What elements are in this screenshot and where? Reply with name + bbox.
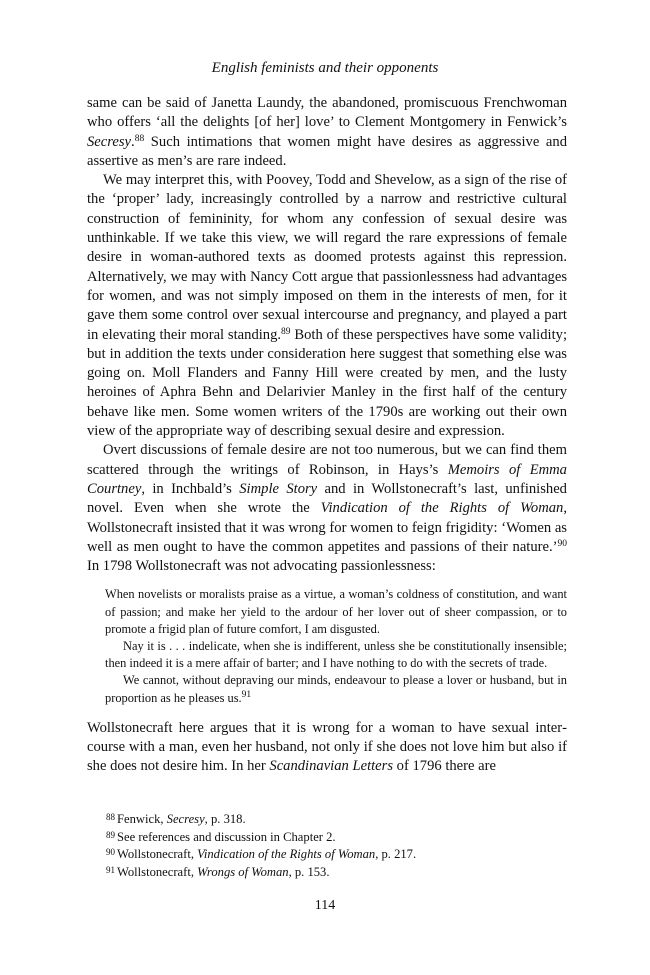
text-run: , p. 153. bbox=[288, 864, 330, 879]
text-run: Fenwick, bbox=[117, 812, 167, 826]
footnote-number: 88 bbox=[106, 812, 115, 822]
footnote-89 bbox=[106, 828, 566, 846]
paragraph-2 bbox=[87, 171, 567, 441]
footnote-ref-88: 88 bbox=[134, 133, 145, 144]
italic-title: Wrongs of Woman bbox=[197, 864, 289, 879]
quote-paragraph-2: Nay it is . . . indelicate, when she is indifferent, unless she be constitutionally insensible; then indeed it is a mere affair of barter; and I have nothing to do with the secrets of trade. bbox=[105, 639, 567, 671]
text-run: and in Wollstonecraft’s last, unfinished novel. Even when she wrote the bbox=[87, 480, 567, 517]
paragraph-3 bbox=[87, 441, 567, 576]
body-text bbox=[87, 94, 567, 777]
italic-title: Scandinavian Letters bbox=[269, 758, 394, 775]
footnote-90 bbox=[106, 845, 566, 863]
page-number: 114 bbox=[314, 898, 336, 913]
italic-title: Secresy bbox=[87, 133, 132, 150]
footnote-91 bbox=[106, 863, 566, 881]
footnote-number: 89 bbox=[106, 829, 115, 840]
text-run: Wollstonecraft, bbox=[117, 847, 198, 862]
text-run: We may interpret this, with Poovey, Todd and Shevelow, as a sign of the rise of the ‘proper’ lady, increasingly controlled by a narrow and restrictive cultural construction of femininity, for whom any confession of sexual desire was unthinkable. If we take this view, we will regard the rare expressions of female desire in woman-authored texts as doomed protests against this repression. Alternatively, we may with Nancy Cott argue that passionlessness had advantages for women, and was not simply imposed on them in the interests of men, for it gave them some control over sexual intercourse and pregnancy, and played a part in elevating their moral standing. bbox=[87, 172, 567, 343]
text-run: See references and discussion in Chapter 2. bbox=[117, 829, 336, 844]
italic-title: Vindication of the Rights of Woman bbox=[320, 500, 564, 517]
text-run: Wollstonecraft here argues that it is wrong for a woman to have sexual intercourse with a man, even her husband, not only if she does not love him but also if she does not desire him. In her bbox=[87, 719, 567, 775]
text-run: Wollstonecraft, bbox=[117, 864, 198, 879]
paragraph-1 bbox=[87, 94, 567, 171]
text-run: same can be said of Janetta Laundy, the abandoned, promiscuous Frenchwoman who offers ‘all the delights [of her] love’ to Clement Montgomery in Fenwick’s bbox=[87, 95, 567, 131]
text-run: , p. 217. bbox=[375, 847, 417, 862]
text-run: . bbox=[131, 133, 135, 150]
italic-title: Simple Story bbox=[239, 480, 318, 497]
footnote-number: 91 bbox=[106, 864, 115, 875]
closing-paragraph bbox=[87, 719, 567, 777]
quote-text-3: We cannot, without depraving our minds, endeavour to please a lover or husband, but in proportion as he pleases us. bbox=[105, 673, 567, 705]
text-run: Such intimations that women might have desires as aggressive and assertive as men’s are rare indeed. bbox=[87, 133, 567, 169]
text-run: , Wollstonecraft insisted that it was wrong for women to feign frigidity: ‘Women as well as men ought to have the common appetites and passions of their nature.’ bbox=[87, 500, 567, 555]
footnote-number: 90 bbox=[106, 847, 115, 858]
block-quote bbox=[105, 586, 567, 706]
quote-paragraph-3 bbox=[105, 672, 567, 706]
text-run: , in Inchbald’s bbox=[141, 480, 240, 497]
footnote-ref-91: 91 bbox=[241, 689, 252, 700]
footnote-ref-90: 90 bbox=[557, 538, 567, 549]
text-run: of 1796 there are bbox=[393, 758, 496, 775]
text-run: , p. 318. bbox=[204, 812, 246, 826]
footnote-88 bbox=[106, 810, 566, 828]
footnote-ref-89: 89 bbox=[281, 326, 291, 337]
italic-title: Secresy bbox=[166, 812, 205, 826]
quote-paragraph-1: When novelists or moralists praise as a virtue, a woman’s coldness of constitution, and want of passion; and make her yield to the ardour of her lover out of sheer compassion, or to promote a frigid plan of future comfort, I am disgusted. bbox=[105, 587, 567, 636]
italic-title: Vindication of the Rights of Woman bbox=[197, 847, 376, 862]
text-run: Overt discussions of female desire are not too numerous, but we can find them scattered through the writings of Robinson, in Hays’s bbox=[87, 442, 567, 478]
footnotes bbox=[106, 810, 566, 880]
text-run: Both of these perspectives have some validity; but in addition the texts under consideration here suggest that something else was going on. Moll Flanders and Fanny Hill were created by men, and the lusty heroines of Aphra Behn and Delarivier Manley in the first half of the century behave like men. Some women writers of the 1790s are working out their own view of the appropriate way of describing sexual desire and expression. bbox=[87, 326, 567, 440]
running-head: English feminists and their opponents bbox=[211, 60, 439, 76]
text-run: In 1798 Wollstonecraft was not advocating passionlessness: bbox=[87, 558, 436, 575]
italic-title: Memoirs of Emma Courtney bbox=[87, 461, 567, 497]
